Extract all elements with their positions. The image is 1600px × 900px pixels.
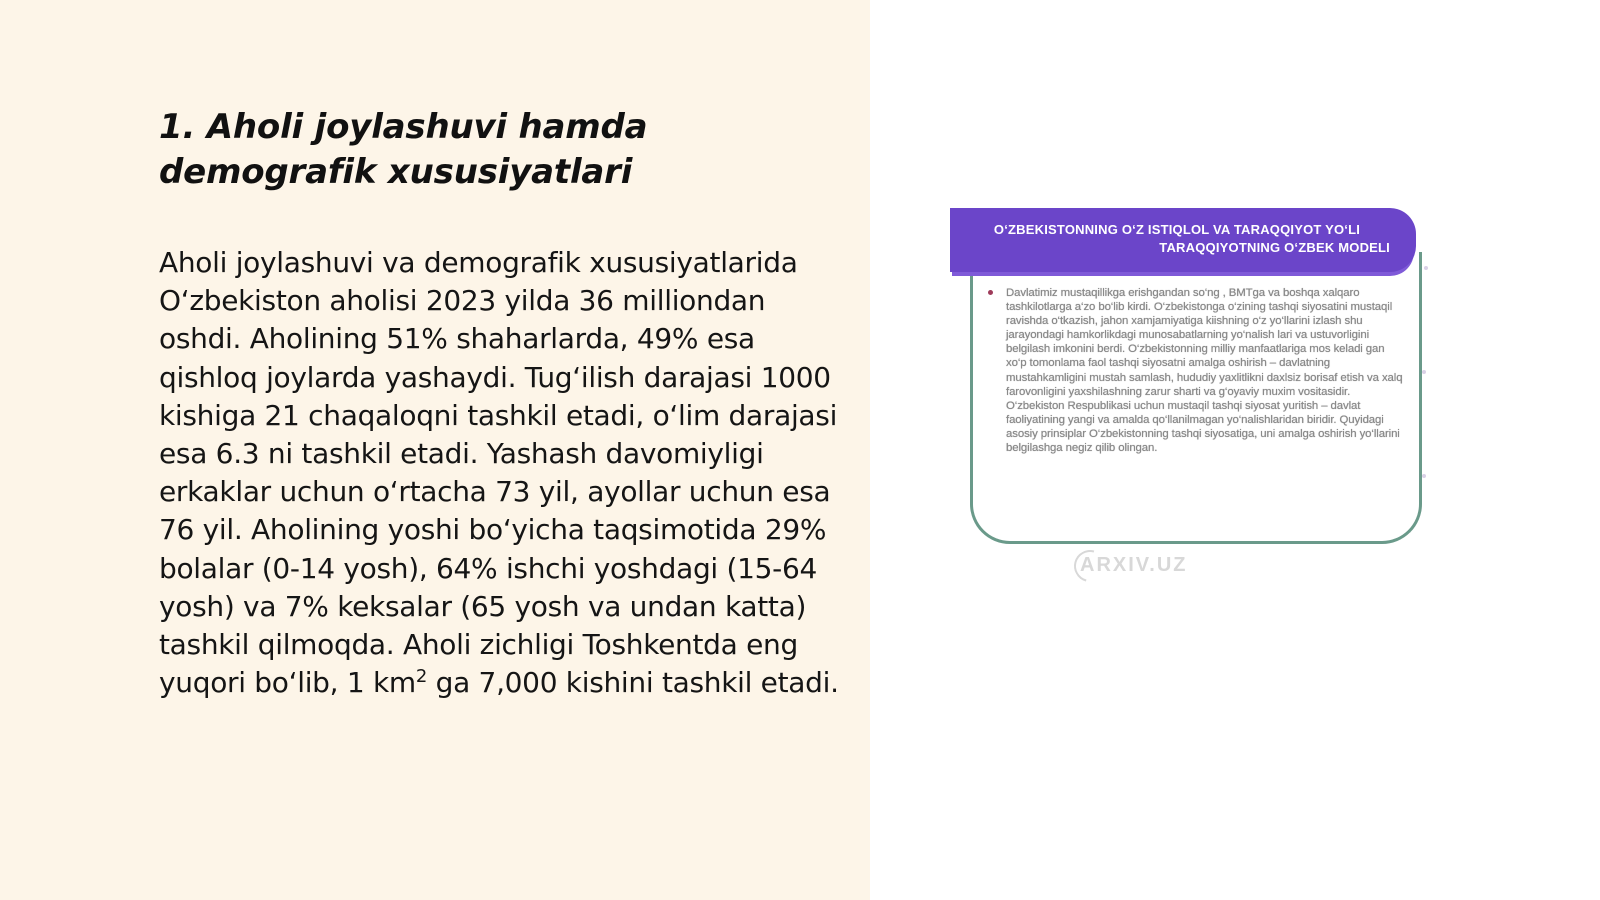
thumbnail-header-line2: TARAQQIYOTNING O‘ZBEK MODELI: [1159, 240, 1390, 255]
thumbnail-header-banner: [950, 208, 1416, 272]
decor-dot-icon: [1424, 266, 1428, 270]
body-text-tail: ga 7,000 kishini tashkil etadi.: [427, 666, 839, 700]
decor-dot-icon: [1422, 474, 1426, 478]
slide-body-text: [159, 244, 849, 702]
thumbnail-bullet-text: Davlatimiz mustaqillikga erishgandan so‘ng , BMTga va boshqa xalqaro tashkilotlarga a‘zo bo‘lib kirdi. O‘zbekistonga o‘zining tashqi siyosatini mustaqil ravishda o‘tkazish, jahon xamjamiyatiga kiishning o‘z yo‘llarini izlash shu jarayondagi hamkorlikdagi munosabatlarning yo‘nalish lari va ustuvorligini belgilash imkonini berdi. O‘zbekistonning milliy manfaatlariga mos keladi gan xo‘p tomonlama faol tashqi siyosatni amalga oshirish – davlatning mustahkamligini mustah samlash, hududiy yaxlitlikni daxlsiz borisaf etish va xalq farovonligini yaxshilashning zarur sharti va g‘oyaviy muxim vositasidir. O‘zbekiston Respublikasi uchun mustaqil tashqi siyosat yuritish – davlat faoliyatining yangi va amalda qo‘llanilmagan yo‘nalishlaridan biridir. Quyidagi asosiy prinsiplar O‘zbekistonning tashqi siyosatiga, uni amalga oshirish yo‘llarini belgilashga negiz qilib olingan.: [1006, 287, 1403, 455]
bullet-icon: [988, 290, 993, 295]
decor-dot-icon: [1422, 370, 1426, 374]
embedded-slide-image: [946, 206, 1446, 586]
body-text-main: Aholi joylashuvi va demografik xususiyatlarida O‘zbekiston aholisi 2023 yilda 36 milliondan oshdi. Aholining 51% shaharlarda, 49% esa qishloq joylarda yashaydi. Tug‘ilish darajasi 1000 kishiga 21 chaqaloqni tashkil etadi, o‘lim darajasi esa 6.3 ni tashkil etadi. Yashash davomiyligi erkaklar uchun o‘rtacha 73 yil, ayollar uchun esa 76 yil. Aholining yoshi bo‘yicha taqsimotida 29% bolalar (0-14 yosh), 64% ishchi yoshdagi (15-64 yosh) va 7% keksalar (65 yosh va undan katta) tashkil qilmoqda. Aholi zichligi Toshkentda eng yuqori bo‘lib, 1 km: [159, 246, 838, 700]
body-text-superscript: 2: [415, 666, 428, 688]
thumbnail-header-text: [964, 221, 1390, 257]
slide-title: 1. Aholi joylashuvi hamda demografik xususiyatlari: [159, 107, 648, 192]
watermark-text: ARXIV.UZ: [1080, 554, 1188, 576]
thumbnail-header-line1: O‘ZBEKISTONNING O‘Z ISTIQLOL VA TARAQQIYOT YO‘LI: [993, 222, 1361, 237]
